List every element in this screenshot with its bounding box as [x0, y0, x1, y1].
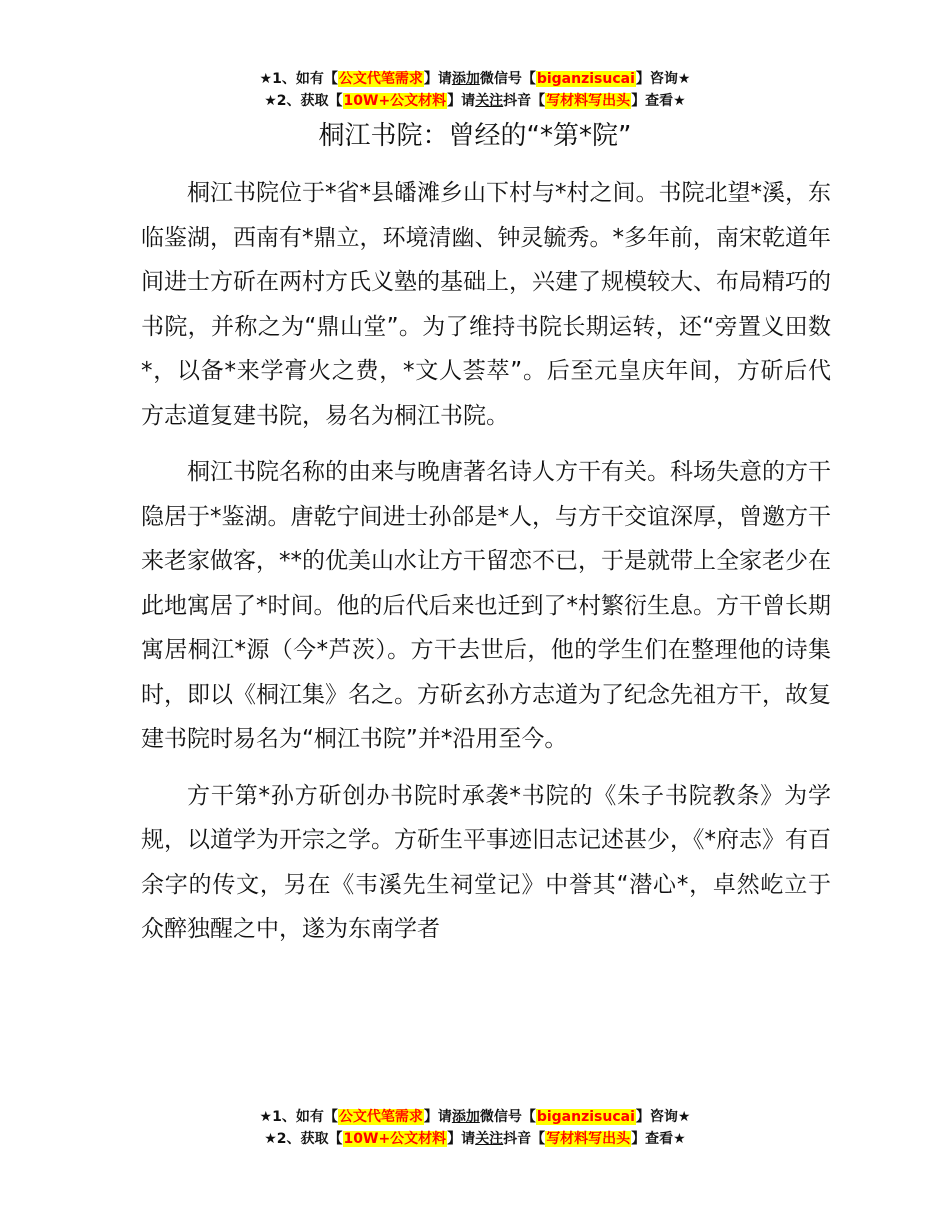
notice-text: 】查看★: [631, 1131, 686, 1147]
highlight-materials: 10W+公文材料: [343, 93, 447, 109]
highlight-douyin: 写材料写出头: [546, 1131, 631, 1147]
header-notice: [0, 68, 950, 112]
footer-notice: [0, 1106, 950, 1150]
notice-text: ★2、获取【: [264, 93, 343, 109]
notice-text-underlined: 添加: [451, 1109, 480, 1125]
notice-text: 】查看★: [631, 93, 686, 109]
notice-text: 抖音【: [503, 1131, 546, 1147]
paragraph: 桐江书院位于*省*县皤滩乡山下村与*村之间。书院北望*溪，东临鉴湖，西南有*鼎立，环境清幽、钟灵毓秀。*多年前，南宋乾道年间进士方斫在两村方氏义塾的基础上，兴建了规模较大、布局精巧的书院，并称之为“鼎山堂”。为了维持书院长期运转，还“旁置义田数*，以备*来学膏火之费，*文人荟萃”。后至元皇庆年间，方斫后代方志道复建书院，易名为桐江书院。: [141, 180, 831, 429]
notice-text: 微信号【: [479, 71, 536, 87]
notice-text: ★1、如有【: [259, 1109, 338, 1125]
highlight-wechat-id: biganzisucai: [536, 1109, 635, 1125]
notice-text: 】咨询★: [635, 71, 691, 87]
document-title: 桐江书院：曾经的“*第*院”: [318, 121, 632, 151]
notice-text: ★1、如有【: [259, 71, 338, 87]
notice-line-1: [0, 68, 950, 90]
paragraph: 方干第*孙方斫创办书院时承袭*书院的《朱子书院教条》为学规，以道学为开宗之学。方斫生平事迹旧志记述甚少，《*府志》有百余字的传文，另在《韦溪先生祠堂记》中誉其“潜心*，卓然屹立于众醉独醒之中，遂为东南学者: [141, 782, 831, 942]
notice-text: ★2、获取【: [264, 1131, 343, 1147]
highlight-service: 公文代笔需求: [338, 71, 423, 87]
highlight-materials: 10W+公文材料: [343, 1131, 447, 1147]
notice-text: 】请: [447, 1131, 476, 1147]
notice-text: 】请: [423, 1109, 452, 1125]
notice-line-1: [0, 1106, 950, 1128]
notice-text: 】请: [447, 93, 476, 109]
paragraph: 桐江书院名称的由来与晚唐著名诗人方干有关。科场失意的方干隐居于*鉴湖。唐乾宁间进士孙郃是*人，与方干交谊深厚，曾邀方干来老家做客，**的优美山水让方干留恋不已，于是就带上全家老少在此地寓居了*时间。他的后代后来也迁到了*村繁衍生息。方干曾长期寓居桐江*源（今*芦茨）。方干去世后，他的学生们在整理他的诗集时，即以《桐江集》名之。方斫玄孙方志道为了纪念先祖方干，故复建书院时易名为“桐江书院”并*沿用至今。: [141, 459, 831, 752]
notice-text-underlined: 关注: [475, 1131, 504, 1147]
notice-text: 抖音【: [503, 93, 546, 109]
notice-text: 】咨询★: [635, 1109, 691, 1125]
highlight-service: 公文代笔需求: [338, 1109, 423, 1125]
notice-text-underlined: 添加: [451, 71, 480, 87]
notice-line-2: [0, 90, 950, 112]
highlight-wechat-id: biganzisucai: [536, 71, 635, 87]
notice-text-underlined: 关注: [475, 93, 504, 109]
notice-line-2: [0, 1128, 950, 1150]
notice-text: 】请: [423, 71, 452, 87]
notice-text: 微信号【: [479, 1109, 536, 1125]
highlight-douyin: 写材料写出头: [546, 93, 631, 109]
document-body: [141, 171, 831, 964]
